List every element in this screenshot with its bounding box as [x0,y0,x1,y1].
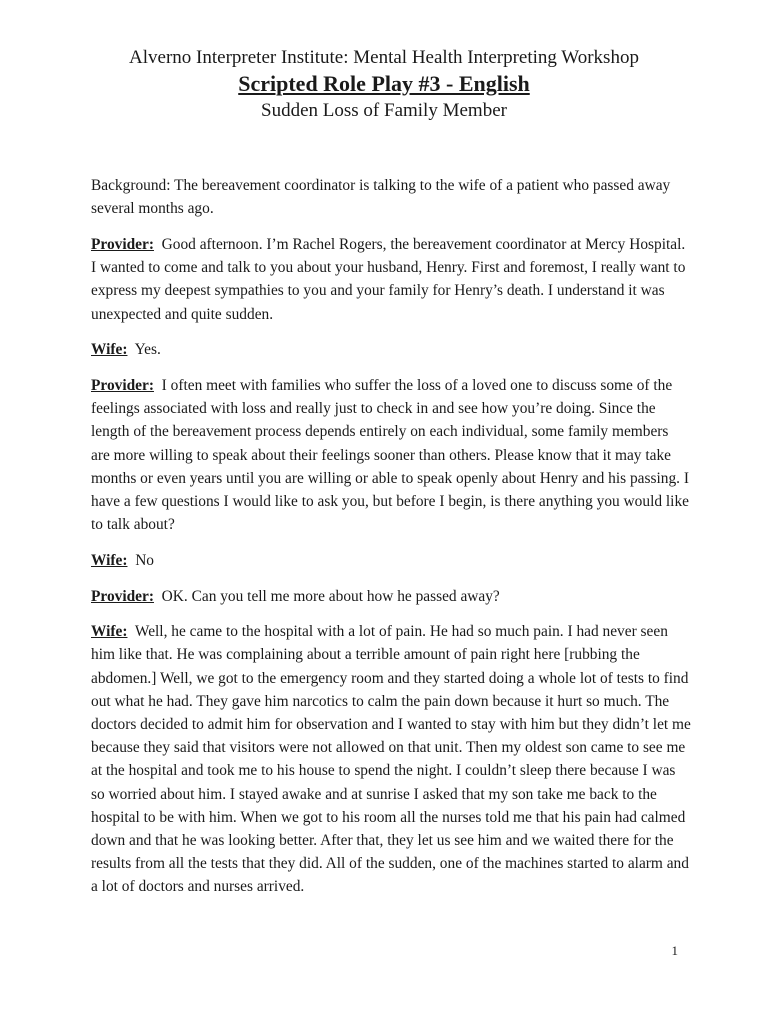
speaker-label: Wife: [91,341,128,359]
speaker-label: Wife: [91,623,128,641]
background-paragraph: Background: The bereavement coordinator is talking to the wife of a patient who passed away several months ago. [91,177,671,218]
dialogue-line [91,585,691,608]
document-body [91,174,691,911]
dialogue-line [91,620,691,898]
speaker-label: Wife: [91,551,128,569]
dialogue-text: Yes. [134,341,161,359]
dialogue-line [91,233,691,326]
dialogue-text: Good afternoon. I’m Rachel Rogers, the bereavement coordinator at Mercy Hospital. I wanted to come and talk to you about your husband, Henry. First and foremost, I really want to express my deepest sympathies to you and your family for Henry’s death. I understand it was unexpected and quite sudden. [91,235,686,323]
dialogue-text: OK. Can you tell me more about how he passed away? [161,587,500,605]
dialogue-text: I often meet with families who suffer the loss of a loved one to discuss some of the feelings associated with loss and really just to check in and see how you’re doing. Since the length of the bereavement process depends entirely on each individual, some family members are more willing to speak about their feelings sooner than others. Please know that it may take months or even years until you are willing or able to speak openly about Henry and his passing. I have a few questions I would like to ask you, but before I begin, is there anything you would like to talk about? [91,376,689,534]
dialogue-text: Well, he came to the hospital with a lot of pain. He had so much pain. I had never seen him like that. He was complaining about a terrible amount of pain right here [rubbing the abdomen.] Well, we got to the emergency room and they started doing a whole lot of tests to find out what he had. They gave him narcotics to calm the pain down because it hurt so much. The doctors decided to admit him for observation and I wanted to stay with him but they didn’t let me because they said that visitors were not allowed on that unit. Then my oldest son came to see me at the hospital and took me to his house to spend the night. I couldn’t sleep there because I was so worried about him. I stayed awake and at sunrise I asked that my son take me back to the hospital to be with him. When we got to his room all the nurses told me that his pain had calmed down and that he was looking better. After that, they let us see him and we waited there for the results from all the tests that they did. All of the sudden, one of the machines started to alarm and a lot of doctors and nurses arrived. [91,623,691,896]
page-subtitle: Sudden Loss of Family Member [261,100,507,121]
speaker-label: Provider: [91,235,154,253]
page-number: 1 [671,943,678,958]
institute-heading: Alverno Interpreter Institute: Mental Health Interpreting Workshop [129,47,639,68]
dialogue-line [91,374,691,536]
speaker-label: Provider: [91,376,154,394]
dialogue-line [91,338,691,361]
page-title: Scripted Role Play #3 - English [238,71,530,96]
dialogue-line [91,549,691,572]
dialogue-text: No [135,551,154,569]
speaker-label: Provider: [91,587,154,605]
